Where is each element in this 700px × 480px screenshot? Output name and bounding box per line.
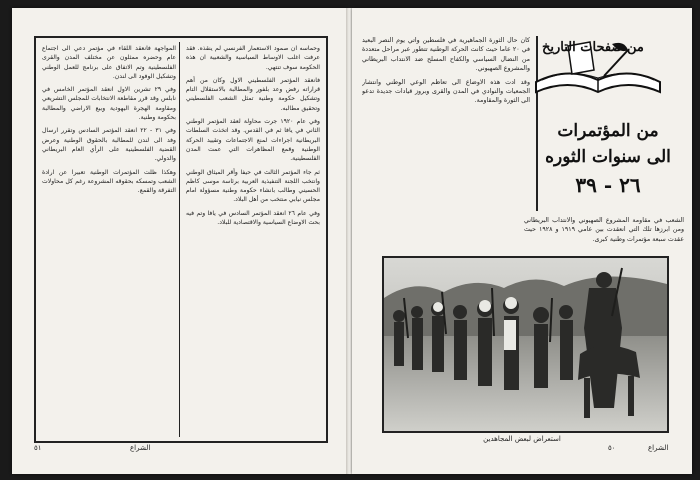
page-number: ٥١ bbox=[34, 444, 42, 452]
paragraph: وفي عام ٢٦ انعقد المؤتمر السادس في يافا وتم فيه بحث الاوضاع السياسية والاقتصادية للبلاد. bbox=[186, 209, 320, 227]
article-headline bbox=[542, 118, 674, 200]
historical-photo bbox=[382, 256, 669, 433]
paragraph: وهكذا ظلت المؤتمرات الوطنية تعبيرا عن ارادة الشعب وتمسكه بحقوقه المشروعة رغم كل محاولات التفرقة والقمع. bbox=[42, 168, 176, 195]
paragraph: كان حال الثورة الجماهيرية في فلسطين واتي يوم النصر البعيد في ٢٠ عاما حيث كانت الحركة الوطنية تتطور عبر مراحل متعددة من النضال السياسي والكفاح المسلح ضد الانتداب البريطاني والمشروع الصهيوني. bbox=[362, 37, 530, 73]
column-divider bbox=[179, 42, 180, 437]
page-number: ٥٠ bbox=[608, 444, 616, 452]
left-text-frame bbox=[34, 36, 328, 443]
paragraph: وفي ٢٩ تشرين الاول انعقد المؤتمر الخامس في نابلس وقد قرر مقاطعة الانتخابات للمجلس التشريعي ومقاومة الهجرة اليهودية وبيع الاراضي والمطالبة بحكومة وطنية. bbox=[42, 86, 176, 122]
paragraph: وفي عام ١٩٢٠ جرت محاولة لعقد المؤتمر الوطني الثاني في يافا ثم في القدس. وقد اتخذت السلطات البريطانية اجراءات لمنع الاجتماعات وتقييد الحركة الوطنية وقمع المظاهرات التي عمت المدن الفلسطينية. bbox=[186, 118, 320, 163]
photo-caption: استعراض لبعض المجاهدين bbox=[483, 435, 561, 443]
paragraph: فانعقد المؤتمر الفلسطيني الاول وكان من أهم قراراته رفض وعد بلفور والمطالبة بالاستقلال التام وتشكيل حكومة وطنية تمثل الشعب الفلسطيني وتحقيق مطالبه. bbox=[186, 76, 320, 112]
paragraph: وحماسه ان صمود الاستعمار الفرنسي لم ينقذه. فقد عرفت اغلب الاوساط السياسية والشعبية ان هذه الحكومة سوف تنتهي. bbox=[186, 45, 320, 71]
paragraph: وفي ٣١ - ٢٢ انعقد المؤتمر السادس وتقرر ارسال وفد الى لندن للمطالبة بالحقوق الوطنية وعرض القضية الفلسطينية على الرأي العام البريطاني والدولي. bbox=[42, 127, 176, 163]
headline-line-1: من المؤتمرات bbox=[557, 121, 659, 141]
headline-line-2: الى سنوات الثوره bbox=[545, 147, 671, 167]
magazine-name: الشراع bbox=[648, 444, 669, 452]
paragraph: ثم جاء المؤتمر الثالث في حيفا وأقر الميثاق الوطني وانتخب اللجنة التنفيذية العربية برئاسة موسى كاظم الحسيني وطالب بانشاء حكومة وطنية مسؤولة امام مجلس نيابي منتخب من أهل البلاد. bbox=[186, 168, 320, 204]
right-page-top-column bbox=[362, 36, 538, 211]
headline-years: ٢٦ - ٣٩ bbox=[575, 173, 641, 197]
right-page bbox=[352, 8, 692, 474]
section-logo bbox=[528, 36, 668, 100]
photo-fighters-parade bbox=[384, 258, 667, 431]
left-page-left-column bbox=[42, 44, 176, 435]
magazine-name: الشراع bbox=[130, 444, 151, 452]
paragraph: المواجهة فانعقد اللقاء في مؤتمر دعي الى اجتماع عام وحضره ممثلون عن مختلف المدن والقرى الفلسطينية وتم الاتفاق على برنامج للعمل الوطني وتشكيل الوفود الى لندن. bbox=[42, 45, 176, 80]
paragraph: الشعب في مقاومة المشروع الصهيوني والانتداب البريطاني ومن ابرزها تلك التي انعقدت بين عامي ١٩١٩ و ١٩٢٨ حيث عقدت سبعة مؤتمرات وطنية كبرى. bbox=[524, 217, 685, 243]
intro-paragraph bbox=[524, 216, 684, 248]
section-logo-text: من صفحات التاريخ bbox=[542, 40, 644, 55]
paragraph: وقد ادت هذه الاوضاع الى تعاظم الوعي الوطني وانتشار الجمعيات والنوادي في المدن والقرى وبروز قيادات جديدة تدعو الى الثورة والمقاومة. bbox=[362, 78, 530, 105]
left-page-right-column bbox=[186, 44, 320, 435]
left-page bbox=[12, 8, 348, 474]
